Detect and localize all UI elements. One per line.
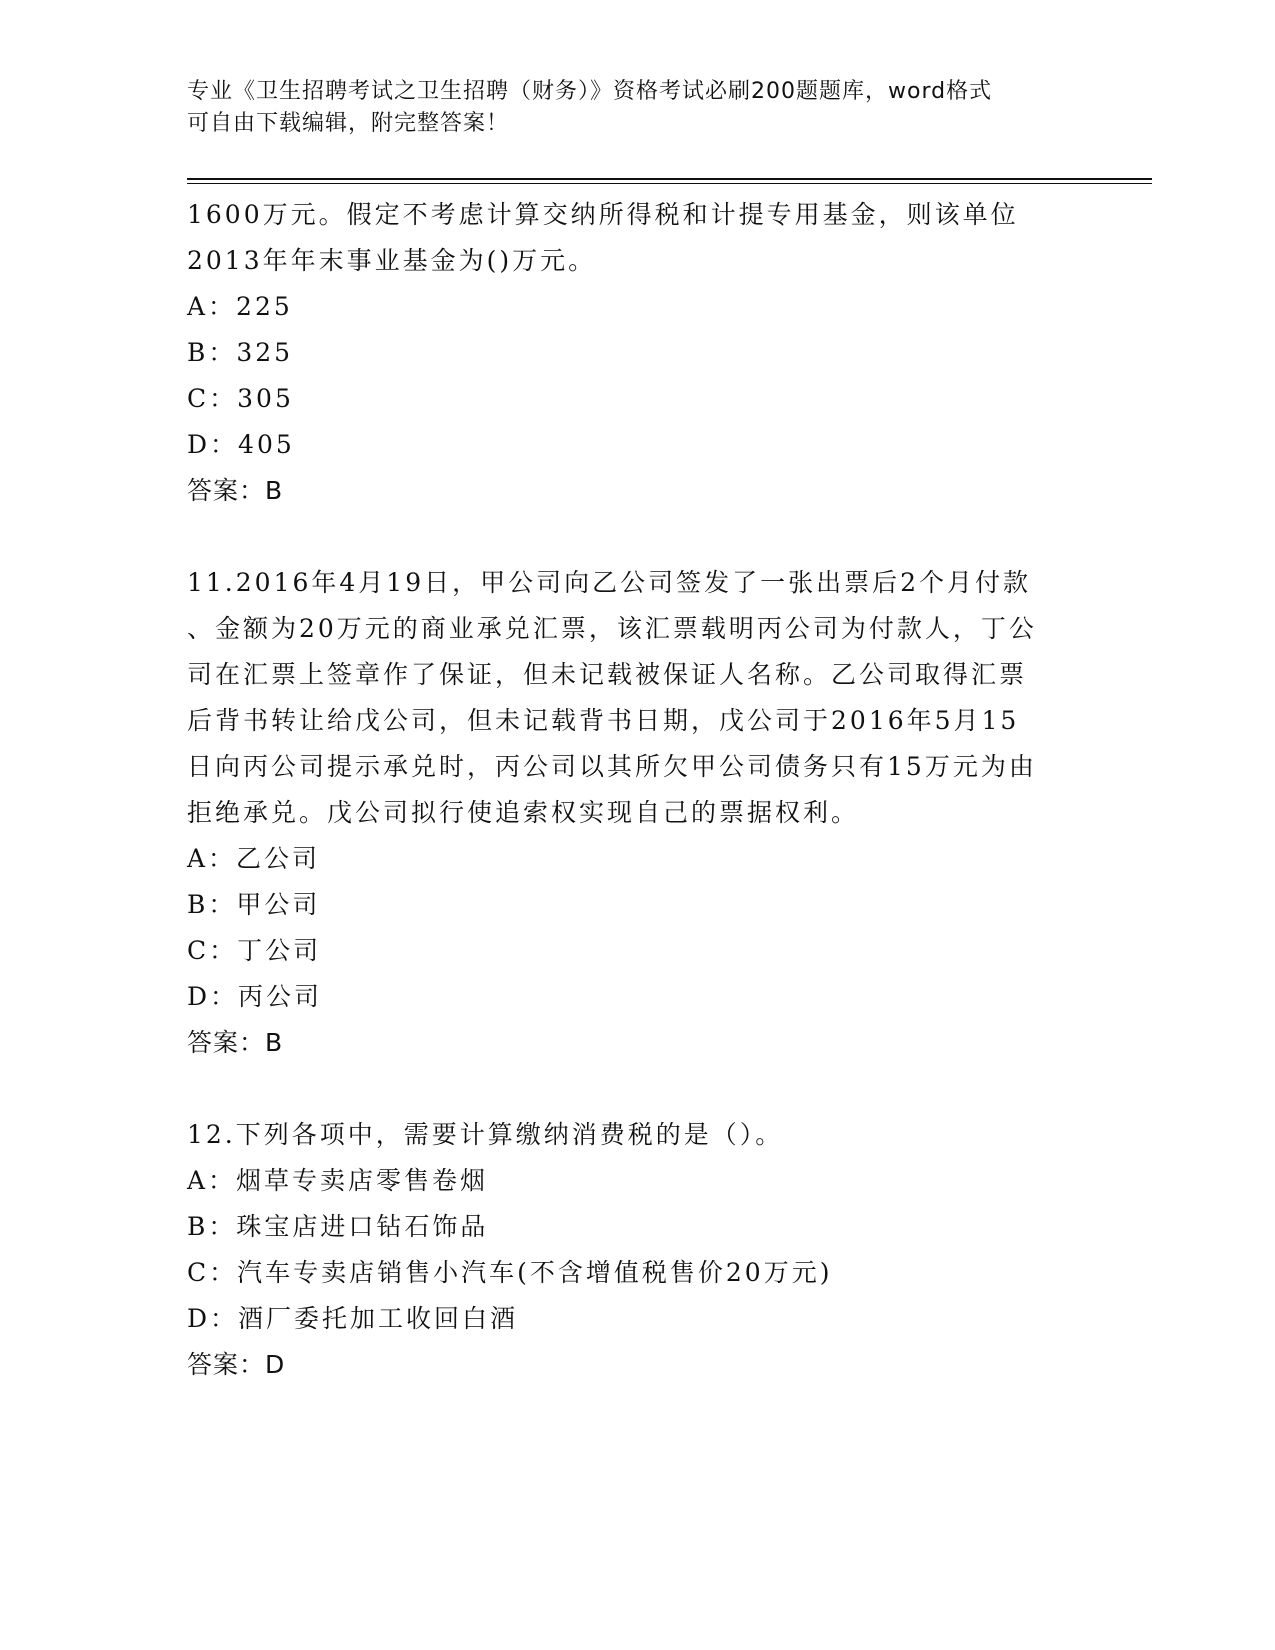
header-title-line-2: 可自由下载编辑，附完整答案！ [187, 111, 510, 136]
option-c: C：丁公司 [187, 936, 322, 965]
header-title-line-1: 专业《卫生招聘考试之卫生招聘（财务）》资格考试必刷200题题库，word格式 [187, 79, 993, 104]
document-body [187, 192, 1087, 1388]
question-12 [187, 1112, 1087, 1388]
option-c: C：汽车专卖店销售小汽车(不含增值税售价20万元) [187, 1258, 833, 1287]
question-10 [187, 192, 1087, 514]
option-a: A：烟草专卖店零售卷烟 [187, 1166, 489, 1195]
answer-line: 答案：B [187, 476, 284, 505]
option-b: B：325 [187, 338, 294, 367]
header-divider-thick [187, 178, 1152, 180]
question-stem-line: 司在汇票上签章作了保证，但未记载被保证人名称。乙公司取得汇票 [187, 660, 1028, 689]
option-c: C：305 [187, 384, 294, 413]
question-stem-line: 11.2016年4月19日，甲公司向乙公司签发了一张出票后2个月付款 [187, 568, 1032, 597]
option-d: D：酒厂委托加工收回白酒 [187, 1304, 519, 1333]
option-b: B：甲公司 [187, 890, 321, 919]
header-divider-thin [187, 183, 1152, 184]
page-header [187, 76, 1087, 140]
option-a: A：225 [187, 292, 293, 321]
question-stem-line: 日向丙公司提示承兑时，丙公司以其所欠甲公司债务只有15万元为由 [187, 752, 1037, 781]
question-stem-line: 12.下列各项中，需要计算缴纳消费税的是（）。 [187, 1120, 784, 1149]
answer-line: 答案：B [187, 1028, 284, 1057]
question-11 [187, 560, 1087, 1066]
question-stem-line: 1600万元。假定不考虑计算交纳所得税和计提专用基金，则该单位 [187, 200, 1019, 229]
option-b: B：珠宝店进口钻石饰品 [187, 1212, 489, 1241]
question-stem-line: 拒绝承兑。戊公司拟行使追索权实现自己的票据权利。 [187, 798, 860, 827]
option-d: D：405 [187, 430, 295, 459]
question-stem-line: 后背书转让给戊公司，但未记载背书日期，戊公司于2016年5月15 [187, 706, 1020, 735]
option-a: A：乙公司 [187, 844, 321, 873]
question-stem-line: 2013年年末事业基金为()万元。 [187, 246, 597, 275]
option-d: D：丙公司 [187, 982, 323, 1011]
question-spacer [187, 514, 1087, 560]
answer-line: 答案：D [187, 1350, 286, 1379]
question-stem-line: 、金额为20万元的商业承兑汇票，该汇票载明丙公司为付款人，丁公 [187, 614, 1037, 643]
question-spacer [187, 1066, 1087, 1112]
